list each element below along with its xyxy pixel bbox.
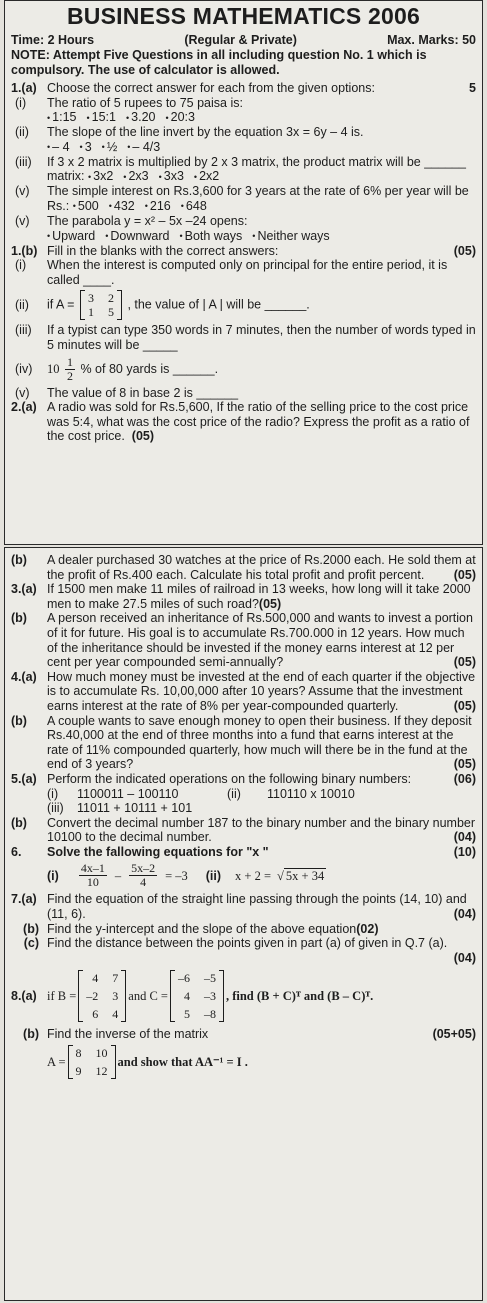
question-marks: (04) xyxy=(453,907,476,922)
question-number: (c) xyxy=(23,936,39,951)
question-marks: (05) xyxy=(131,429,155,444)
item-number: (i) xyxy=(15,258,27,273)
item-text: A = xyxy=(47,1054,66,1069)
instructions-note: NOTE: Attempt Five Questions in all including question No. 1 which is compulsory. The use of calculator is allowed. xyxy=(11,48,427,77)
blank-item xyxy=(5,323,482,352)
question-text: Convert the decimal number 187 to the binary number and the binary number 10100 to the decimal number. xyxy=(47,815,476,845)
option: • 648 xyxy=(180,198,207,213)
mcq-item xyxy=(5,214,482,244)
question-marks: (05) xyxy=(453,243,476,258)
fraction-denominator: 4 xyxy=(140,875,147,890)
bullet-icon: • xyxy=(108,201,112,212)
question-1a xyxy=(5,81,482,96)
mixed-whole: 10 xyxy=(47,361,60,376)
item-number: (iii) xyxy=(15,323,32,338)
mcq-item xyxy=(5,155,482,185)
bracket-right xyxy=(111,1045,116,1079)
matrix-cell: 4 xyxy=(92,971,99,986)
matrix-cell: 3 xyxy=(112,989,119,1004)
option: • 15:1 xyxy=(86,110,116,125)
item-number: (iii) xyxy=(47,801,64,816)
item-number: (ii) xyxy=(227,786,241,801)
matrix-cell: 6 xyxy=(92,1007,99,1022)
fraction xyxy=(129,862,157,889)
matrix-cell: 3 xyxy=(87,291,94,306)
question-number: 1.(b) xyxy=(11,243,38,258)
bullet-icon: • xyxy=(252,230,256,241)
time-label: Time: 2 Hours xyxy=(11,33,95,47)
matrix-cell: 7 xyxy=(112,971,119,986)
fraction-denominator: 2 xyxy=(66,368,73,383)
sqrt-icon: √ xyxy=(277,868,284,883)
question-text: Find the equation of the straight line passing through the points (14, 10) and (11, 6). xyxy=(47,892,467,922)
question-marks: (10) xyxy=(453,844,476,859)
matrix-cell: –8 xyxy=(203,1007,216,1022)
item-number: (ii) xyxy=(15,125,29,140)
item-text: The simple interest on Rs.3,600 for 3 years at the rate of 6% per year will be Rs.: xyxy=(47,184,469,213)
paper-sheet-bottom xyxy=(4,547,483,1301)
option-list xyxy=(88,169,219,184)
matrix-cell: 9 xyxy=(75,1064,82,1079)
sqrt-expression xyxy=(277,869,326,884)
question-6 xyxy=(5,845,482,860)
bullet-icon: • xyxy=(193,171,198,182)
item-number: (i) xyxy=(47,786,59,801)
inverse-matrix-row xyxy=(5,1045,482,1079)
bullet-icon: • xyxy=(79,142,83,153)
question-5a xyxy=(5,772,482,787)
bullet-icon: • xyxy=(123,171,127,182)
question-text: Find the inverse of the matrix xyxy=(47,1027,209,1042)
question-text: If 1500 men make 11 miles of railroad in 13 weeks, how long will it take 2000 men to make 27.5 miles of such road? xyxy=(47,582,471,611)
blank-item xyxy=(5,290,482,320)
question-number: 7.(a) xyxy=(11,892,37,907)
question-number: 1.(a) xyxy=(11,81,37,95)
question-number: 4.(a) xyxy=(11,669,37,684)
question-4a xyxy=(5,670,482,714)
question-text: A person received an inheritance of Rs.500,000 and wants to invest a portion of it for future. His goal is to accumulate Rs.700.000 in 12 years. How much of the inheritance should be invested if the money earns interest at 12 per cent per year compounded semi-annually? xyxy=(47,611,473,670)
option: • 432 xyxy=(108,198,135,213)
binary-expression: 1100011 – 100110 xyxy=(77,786,179,801)
option: • ½ xyxy=(101,139,118,154)
matrix-cell: 4 xyxy=(183,989,190,1004)
option: • Neither ways xyxy=(252,228,330,243)
question-number: 2.(a) xyxy=(11,400,37,415)
item-number: (iii) xyxy=(15,154,32,169)
question-marks: (05) xyxy=(453,757,476,772)
bracket-right xyxy=(117,290,122,320)
question-text: Choose the correct answer for each from the given options: xyxy=(47,81,375,95)
fraction-numerator: 4x–1 xyxy=(80,861,105,876)
bullet-icon: • xyxy=(86,112,90,123)
option: • Upward xyxy=(47,228,96,243)
question-text: How much money must be invested at the end of each quarter if the objective is to accumulate Rs. 10,00,000 after 10 years? Assume that the investment earns interest at the rate of 8% per year-compounded quarterly. xyxy=(47,669,476,713)
equation-rhs: = –3 xyxy=(165,868,188,883)
item-text: and show that AA⁻¹ = I . xyxy=(117,1054,248,1069)
item-text: When the interest is computed only on principal for the entire period, it is called ____. xyxy=(47,258,448,287)
item-text: if A = xyxy=(47,297,75,312)
question-2a xyxy=(5,400,482,444)
question-7c xyxy=(5,936,482,965)
item-text: and C = xyxy=(128,989,168,1004)
option: • 2x2 xyxy=(193,169,220,184)
question-marks: (04) xyxy=(453,950,476,965)
option: • 216 xyxy=(144,198,171,213)
bullet-icon: • xyxy=(47,230,51,241)
option: • 3x3 xyxy=(158,169,184,184)
matrix-a xyxy=(80,290,122,320)
fraction-numerator: 5x–2 xyxy=(131,861,156,876)
question-marks: (06) xyxy=(453,771,476,786)
bullet-icon: • xyxy=(158,171,162,182)
bullet-icon: • xyxy=(126,112,130,123)
bracket-right xyxy=(219,970,224,1022)
bullet-icon: • xyxy=(105,230,109,241)
option: • 1:15 xyxy=(47,110,77,125)
option-list xyxy=(73,199,207,214)
matrix-c xyxy=(170,970,224,1022)
paper-sheet-top xyxy=(4,0,483,545)
matrix-cell: 10 xyxy=(95,1046,108,1061)
question-5b xyxy=(5,816,482,845)
question-text: Perform the indicated operations on the following binary numbers: xyxy=(47,771,412,786)
question-text: A couple wants to save enough money to open their business. If they deposit Rs.40,000 at the end of three months into a fund that earns interest at the rate of 11% compounded quarterly, how much will there be in the fund at the end of 3 years? xyxy=(47,713,472,772)
matrix-cell: 2 xyxy=(107,291,114,306)
bullet-icon: • xyxy=(72,201,76,212)
matrix-cell: 8 xyxy=(75,1046,82,1061)
question-number: (b) xyxy=(11,611,27,626)
binary-expression: 11011 + 10111 + 101 xyxy=(77,801,193,816)
item-number: (v) xyxy=(15,213,30,228)
option: • – 4 xyxy=(47,139,70,154)
question-7a xyxy=(5,892,482,921)
question-number: (b) xyxy=(23,921,39,936)
matrix-cell: 4 xyxy=(112,1007,119,1022)
bullet-icon: • xyxy=(47,142,51,153)
question-text: A dealer purchased 30 watches at the price of Rs.2000 each. He sold them at the profit of Rs.400 each. Calculate his total profit and profit percent. xyxy=(47,553,476,582)
mcq-item xyxy=(5,96,482,126)
question-marks: (02) xyxy=(356,921,379,936)
question-number: (b) xyxy=(11,553,27,567)
question-marks: (05) xyxy=(258,596,282,611)
question-number: (b) xyxy=(23,1027,39,1042)
bullet-icon: • xyxy=(144,201,148,212)
question-3b xyxy=(5,611,482,669)
matrix-cell: –2 xyxy=(86,989,99,1004)
question-7b xyxy=(5,922,482,937)
question-3a xyxy=(5,582,482,611)
option: • 500 xyxy=(72,198,99,213)
bracket-right xyxy=(121,970,126,1022)
item-number: (v) xyxy=(15,184,30,199)
option: • – 4/3 xyxy=(127,139,161,154)
question-number: (b) xyxy=(11,815,27,830)
item-text: If 3 x 2 matrix is multiplied by 2 x 3 matrix, the product matrix will be ______ matrix: xyxy=(47,154,466,184)
item-number: (i) xyxy=(47,868,59,883)
matrix-cell: 12 xyxy=(95,1064,108,1079)
question-1b xyxy=(5,244,482,259)
blank-item xyxy=(5,386,482,401)
fraction xyxy=(79,862,107,889)
option: • Downward xyxy=(105,228,170,243)
question-number: (b) xyxy=(11,713,27,728)
blank-item xyxy=(5,258,482,287)
matrix-b xyxy=(78,970,126,1022)
bullet-icon: • xyxy=(165,112,169,123)
option: • 3 xyxy=(79,139,92,154)
question-text: Solve the fallowing equations for "x " xyxy=(47,844,269,859)
bullet-icon: • xyxy=(127,142,131,153)
question-marks: (04) xyxy=(453,830,476,845)
question-8a xyxy=(5,970,482,1022)
matrix-cell: 1 xyxy=(87,305,94,320)
question-2b xyxy=(5,553,482,582)
mcq-item xyxy=(5,184,482,214)
option: • 2x3 xyxy=(123,169,149,184)
item-text: , the value of | A | will be ______. xyxy=(127,297,310,312)
item-number: (ii) xyxy=(15,298,29,313)
option: • 3.20 xyxy=(126,110,156,125)
question-number: 8.(a) xyxy=(11,989,37,1004)
option: • 3x2 xyxy=(87,169,114,184)
item-text: If a typist can type 350 words in 7 minutes, then the number of words typed in 5 minutes will be _____ xyxy=(47,323,476,352)
item-number: (iv) xyxy=(15,361,33,376)
item-number: (ii) xyxy=(205,868,222,883)
equation-row xyxy=(5,862,482,889)
item-number: (i) xyxy=(15,95,27,110)
item-text: The slope of the line invert by the equation 3x = 6y – 4 is. xyxy=(47,125,364,140)
matrix-cell: –3 xyxy=(203,989,216,1004)
question-marks: (05) xyxy=(453,698,476,713)
item-text: The value of 8 in base 2 is ______ xyxy=(47,385,239,400)
question-text: A radio was sold for Rs.5,600, If the ratio of the selling price to the cost price was 5:4, what was the cost price of the radio? Express the profit as a ratio of the cost price. xyxy=(47,400,470,444)
question-marks: 5 xyxy=(469,81,476,95)
item-text: The parabola y = x² – 5x –24 opens: xyxy=(47,213,248,228)
radicand: 5x + 34 xyxy=(285,868,325,883)
binary-items xyxy=(5,787,482,816)
question-marks: (05) xyxy=(453,567,476,582)
item-number: (v) xyxy=(15,385,30,400)
paper-title: BUSINESS MATHEMATICS 2006 xyxy=(66,3,421,29)
bullet-icon: • xyxy=(101,142,105,153)
paper-header-row xyxy=(5,33,482,48)
fraction xyxy=(65,356,75,383)
question-4b xyxy=(5,714,482,772)
bullet-icon: • xyxy=(180,201,184,212)
operator: – xyxy=(114,868,122,883)
fraction-numerator: 1 xyxy=(66,354,73,369)
matrix-cell: 5 xyxy=(107,305,114,320)
bullet-icon: • xyxy=(87,171,92,182)
mcq-item xyxy=(5,125,482,155)
blank-item xyxy=(5,356,482,383)
question-text: Find the y-intercept and the slope of the above equation xyxy=(47,921,357,936)
option-list xyxy=(47,140,476,155)
question-text: Find the distance between the points given in part (a) of given in Q.7 (a). xyxy=(47,936,448,951)
item-text: if B = xyxy=(47,989,77,1004)
option-list xyxy=(47,110,476,125)
max-marks-label: Max. Marks: 50 xyxy=(387,33,476,47)
item-text: % of 80 yards is ______. xyxy=(80,361,219,376)
fraction-denominator: 10 xyxy=(86,875,99,890)
question-marks: (05) xyxy=(453,655,476,670)
item-text: The ratio of 5 rupees to 75 paisa is: xyxy=(47,95,243,110)
option-list xyxy=(47,229,476,244)
binary-expression: 110110 x 10010 xyxy=(267,786,355,801)
matrix-cell: –5 xyxy=(203,971,216,986)
bullet-icon: • xyxy=(47,112,51,123)
question-text: Fill in the blanks with the correct answers: xyxy=(47,243,279,258)
question-number: 6. xyxy=(11,844,22,859)
equation-lhs: x + 2 = xyxy=(235,868,272,883)
matrix-cell: –6 xyxy=(177,971,190,986)
item-text: , find (B + C)ᵀ and (B – C)ᵀ. xyxy=(225,989,374,1004)
question-marks: (05+05) xyxy=(432,1027,476,1042)
option: • 20:3 xyxy=(165,110,195,125)
question-8b xyxy=(5,1027,482,1042)
matrix-a-inverse xyxy=(68,1045,116,1079)
question-number: 3.(a) xyxy=(11,582,37,597)
matrix-cell: 5 xyxy=(183,1007,190,1022)
bullet-icon: • xyxy=(179,230,183,241)
exam-type-label: (Regular & Private) xyxy=(184,33,297,47)
option: • Both ways xyxy=(179,228,243,243)
question-number: 5.(a) xyxy=(11,771,37,786)
